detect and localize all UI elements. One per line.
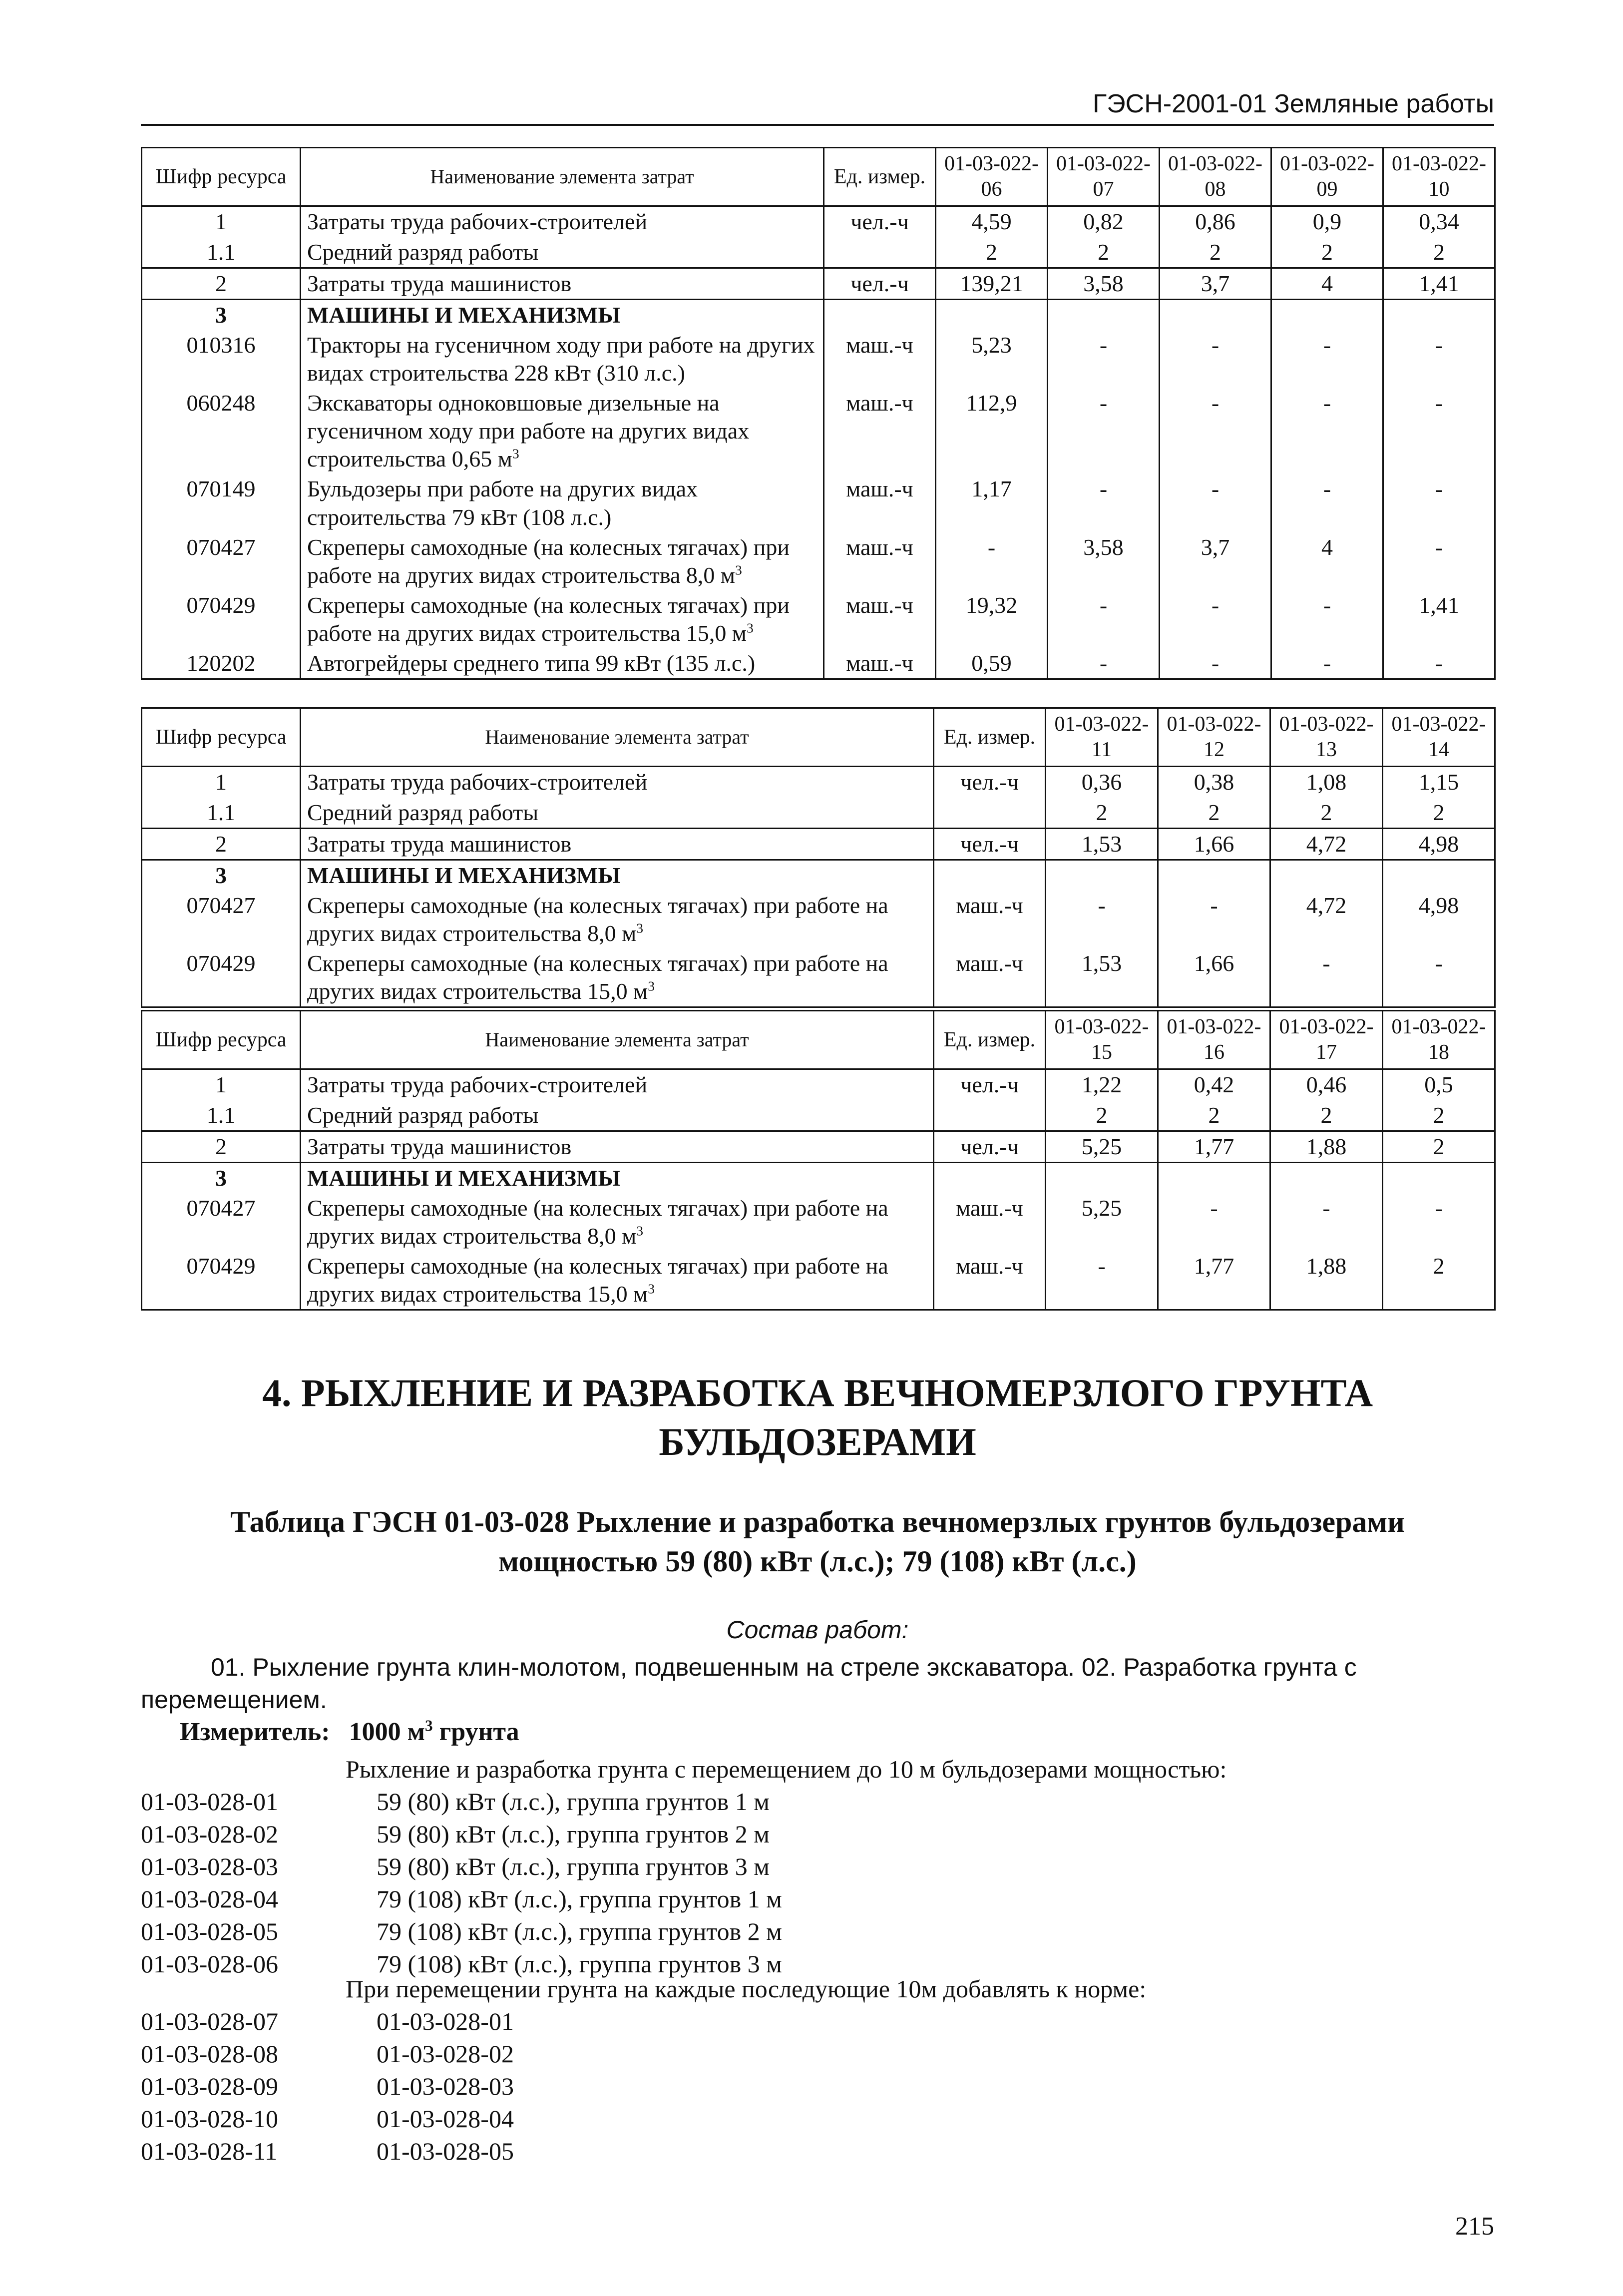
table-title-line-1: Таблица ГЭСН 01-03-028 Рыхление и разработка вечномерзлых грунтов бульдозерами (230, 1505, 1405, 1538)
resource-value: 1,53 (1046, 948, 1158, 1007)
column-header-norm: 01-03-022-09 (1271, 148, 1383, 206)
resource-value (936, 299, 1048, 330)
table-row (142, 474, 1495, 532)
column-header-code: Шифр ресурса (142, 708, 301, 767)
resource-unit: маш.-ч (934, 948, 1046, 1007)
column-header-unit: Ед. измер. (824, 148, 936, 206)
resource-value (1158, 1162, 1270, 1193)
resource-table-1 (141, 147, 1496, 680)
resource-code: 070427 (142, 532, 301, 590)
resource-name: Затраты труда рабочих-строителей (301, 767, 934, 798)
resource-code: 120202 (142, 648, 301, 679)
resource-unit: маш.-ч (824, 388, 936, 474)
resource-value: - (1383, 948, 1495, 1007)
resource-name: Средний разряд работы (301, 1100, 934, 1131)
resource-table-2 (141, 707, 1496, 1008)
resource-value: 2 (1383, 1100, 1495, 1131)
list-item-text: 01-03-028-05 (377, 2137, 514, 2165)
resource-value: 2 (1270, 798, 1383, 829)
resource-value (1160, 299, 1271, 330)
table-row (142, 1131, 1495, 1162)
resource-value (1383, 860, 1495, 891)
table-row (142, 1162, 1495, 1193)
column-header-norm: 01-03-022-18 (1383, 1011, 1495, 1069)
resource-value: 5,25 (1046, 1131, 1158, 1162)
resource-value: - (1271, 330, 1383, 388)
resource-value: 5,25 (1046, 1193, 1158, 1251)
resource-value: - (1271, 388, 1383, 474)
resource-value: - (1158, 1193, 1270, 1251)
list-item-text: 01-03-028-01 (377, 2007, 514, 2035)
resource-value: - (1383, 474, 1495, 532)
resource-value: 4,72 (1270, 828, 1383, 860)
resource-code: 070149 (142, 474, 301, 532)
resource-value: - (1048, 590, 1160, 648)
resource-unit (824, 299, 936, 330)
column-header-norm: 01-03-022-06 (936, 148, 1048, 206)
list-item-code: 01-03-028-07 (141, 2007, 278, 2035)
resource-unit: маш.-ч (934, 1193, 1046, 1251)
resource-code: 2 (142, 828, 301, 860)
list-item (141, 1850, 1494, 1883)
table-row (142, 798, 1495, 829)
resource-value: 4,59 (936, 206, 1048, 237)
list-item-text: 59 (80) кВт (л.с.), группа грунтов 3 м (377, 1852, 770, 1880)
resource-value: 1,88 (1270, 1131, 1383, 1162)
resource-code: 070427 (142, 1193, 301, 1251)
composition-text: 01. Рыхление грунта клин-молотом, подвешенным на стреле экскаватора. 02. Разработка грунта с перемещением. (141, 1653, 1357, 1714)
table-row (142, 206, 1495, 237)
resource-value: 2 (1046, 1100, 1158, 1131)
column-header-code: Шифр ресурса (142, 148, 301, 206)
resource-value: 1,77 (1158, 1131, 1270, 1162)
resource-value: 112,9 (936, 388, 1048, 474)
column-header-norm: 01-03-022-17 (1270, 1011, 1383, 1069)
resource-value: 0,5 (1383, 1069, 1495, 1100)
meter (180, 1717, 519, 1747)
table-row (142, 948, 1495, 1007)
resource-value: 2 (1158, 1100, 1270, 1131)
table-row (142, 860, 1495, 891)
resource-unit: маш.-ч (824, 474, 936, 532)
meter-value: 1000 $м^3$ грунта (349, 1717, 519, 1746)
list-item (141, 1883, 1494, 1915)
resource-value: 3,58 (1048, 268, 1160, 299)
table-row (142, 828, 1495, 860)
resource-value: 3,7 (1160, 268, 1271, 299)
resource-value: 1,15 (1383, 767, 1495, 798)
resource-value: - (1048, 330, 1160, 388)
resource-unit: маш.-ч (934, 1251, 1046, 1310)
composition-heading: Состав работ: (726, 1616, 909, 1644)
resource-code: 1.1 (142, 237, 301, 268)
resource-name: МАШИНЫ И МЕХАНИЗМЫ (301, 1162, 934, 1193)
list-item (141, 1786, 1494, 1818)
column-header-norm: 01-03-022-11 (1046, 708, 1158, 767)
resource-value: 3,58 (1048, 532, 1160, 590)
column-header-norm: 01-03-022-14 (1383, 708, 1495, 767)
resource-value: 4 (1271, 532, 1383, 590)
table-title-line-2: мощностью 59 (80) кВт (л.с.); 79 (108) кВт (л.с.) (498, 1545, 1137, 1578)
norm-list-intro: Рыхление и разработка грунта с перемещением до 10 м бульдозерами мощностью: (346, 1755, 1227, 1783)
resource-unit: чел.-ч (824, 206, 936, 237)
resource-value: - (1270, 1193, 1383, 1251)
resource-value: 3,7 (1160, 532, 1271, 590)
resource-value: - (936, 532, 1048, 590)
resource-unit: чел.-ч (934, 1069, 1046, 1100)
resource-value: - (1048, 648, 1160, 679)
resource-name: Затраты труда машинистов (301, 1131, 934, 1162)
resource-name: Скреперы самоходные (на колесных тягачах) при работе на других видах строительства 15,0 $м^3$ (301, 1251, 934, 1310)
resource-value: - (1160, 648, 1271, 679)
resource-value: 1,41 (1383, 268, 1495, 299)
resource-unit: маш.-ч (934, 891, 1046, 948)
resource-value: 0,36 (1046, 767, 1158, 798)
resource-value: - (1158, 891, 1270, 948)
resource-value: - (1160, 388, 1271, 474)
resource-name: Затраты труда машинистов (301, 828, 934, 860)
resource-table-3 (141, 1010, 1496, 1311)
resource-unit (824, 237, 936, 268)
resource-unit: маш.-ч (824, 590, 936, 648)
list-item (141, 2038, 1494, 2070)
resource-name: Средний разряд работы (301, 237, 824, 268)
header-rule (141, 124, 1494, 126)
resource-value: 1,41 (1383, 590, 1495, 648)
column-header-unit: Ед. измер. (934, 1011, 1046, 1069)
resource-value: - (1383, 1193, 1495, 1251)
resource-code: 070427 (142, 891, 301, 948)
resource-name: Средний разряд работы (301, 798, 934, 829)
column-header-name: Наименование элемента затрат (301, 148, 824, 206)
resource-value (1046, 1162, 1158, 1193)
resource-value: - (1160, 590, 1271, 648)
resource-value: - (1383, 648, 1495, 679)
resource-value: 2 (1270, 1100, 1383, 1131)
resource-name: Скреперы самоходные (на колесных тягачах) при работе на других видах строительства 8,0 $м^3$ (301, 891, 934, 948)
resource-code: 3 (142, 1162, 301, 1193)
resource-code: 1.1 (142, 1100, 301, 1131)
resource-unit (934, 1100, 1046, 1131)
resource-value: 2 (1048, 237, 1160, 268)
table-row (142, 299, 1495, 330)
resource-value (1270, 860, 1383, 891)
resource-name: Затраты труда рабочих-строителей (301, 1069, 934, 1100)
list-item-text: 79 (108) кВт (л.с.), группа грунтов 3 м (377, 1950, 782, 1978)
table-row (142, 1193, 1495, 1251)
resource-value (1383, 299, 1495, 330)
resource-value: - (1048, 388, 1160, 474)
resource-value: - (1271, 474, 1383, 532)
resource-value (1046, 860, 1158, 891)
column-header-unit: Ед. измер. (934, 708, 1046, 767)
running-header: ГЭСН-2001-01 Земляные работы (1093, 89, 1494, 118)
list-item-code: 01-03-028-11 (141, 2137, 278, 2165)
resource-code: 1.1 (142, 798, 301, 829)
resource-code: 3 (142, 299, 301, 330)
page-number: 215 (1455, 2212, 1494, 2241)
resource-name: МАШИНЫ И МЕХАНИЗМЫ (301, 299, 824, 330)
resource-value: - (1270, 948, 1383, 1007)
resource-value: 0,59 (936, 648, 1048, 679)
table-row (142, 237, 1495, 268)
list-item-code: 01-03-028-03 (141, 1852, 278, 1880)
table-row (142, 388, 1495, 474)
resource-value: 1,08 (1270, 767, 1383, 798)
table-row (142, 1069, 1495, 1100)
list-item (141, 1818, 1494, 1850)
resource-value: 1,53 (1046, 828, 1158, 860)
list-item-code: 01-03-028-08 (141, 2040, 278, 2068)
list-item-text: 01-03-028-04 (377, 2105, 514, 2133)
resource-name: Скреперы самоходные (на колесных тягачах) при работе на других видах строительства 15,0 $м^3$ (301, 948, 934, 1007)
resource-value: 19,32 (936, 590, 1048, 648)
list-item-text: 79 (108) кВт (л.с.), группа грунтов 2 м (377, 1917, 782, 1945)
resource-value: - (1383, 330, 1495, 388)
chapter-title: 4. РЫХЛЕНИЕ И РАЗРАБОТКА ВЕЧНОМЕРЗЛОГО ГРУНТА БУЛЬДОЗЕРАМИ (262, 1371, 1373, 1463)
list-item-code: 01-03-028-02 (141, 1820, 278, 1848)
resource-value: - (1048, 474, 1160, 532)
column-header-name: Наименование элемента затрат (301, 708, 934, 767)
resource-unit: маш.-ч (824, 532, 936, 590)
resource-value: 2 (1158, 798, 1270, 829)
resource-value: - (1271, 590, 1383, 648)
list-item-text: 59 (80) кВт (л.с.), группа грунтов 2 м (377, 1820, 770, 1848)
resource-code: 070429 (142, 948, 301, 1007)
resource-code: 1 (142, 206, 301, 237)
resource-value: 0,9 (1271, 206, 1383, 237)
list-item-code: 01-03-028-10 (141, 2105, 278, 2133)
resource-code: 060248 (142, 388, 301, 474)
column-header-norm: 01-03-022-07 (1048, 148, 1160, 206)
table-row (142, 648, 1495, 679)
list-item-text: 01-03-028-02 (377, 2040, 514, 2068)
resource-value: 2 (1383, 798, 1495, 829)
resource-value: 0,38 (1158, 767, 1270, 798)
resource-name: Скреперы самоходные (на колесных тягачах) при работе на других видах строительства 15,0 $м^3$ (301, 590, 824, 648)
resource-value: - (1383, 532, 1495, 590)
list-item (141, 2103, 1494, 2135)
resource-value: - (1383, 388, 1495, 474)
list-item (141, 1915, 1494, 1948)
resource-value (1158, 860, 1270, 891)
resource-value: 1,22 (1046, 1069, 1158, 1100)
resource-code: 2 (142, 1131, 301, 1162)
list-item (141, 2070, 1494, 2103)
resource-value: - (1046, 891, 1158, 948)
table-row (142, 330, 1495, 388)
resource-value: 4,98 (1383, 828, 1495, 860)
resource-name: Затраты труда машинистов (301, 268, 824, 299)
list-item-code: 01-03-028-06 (141, 1950, 278, 1978)
resource-name: Экскаваторы одноковшовые дизельные на гусеничном ходу при работе на других видах строительства 0,65 $м^3$ (301, 388, 824, 474)
resource-value: 1,77 (1158, 1251, 1270, 1310)
table-row (142, 532, 1495, 590)
resource-value: 2 (1383, 1251, 1495, 1310)
meter-label: Измеритель: (180, 1718, 330, 1746)
resource-unit: маш.-ч (824, 330, 936, 388)
norm-list-1 (141, 1753, 1494, 1980)
resource-value: 1,66 (1158, 948, 1270, 1007)
column-header-norm: 01-03-022-15 (1046, 1011, 1158, 1069)
resource-value: 4 (1271, 268, 1383, 299)
column-header-norm: 01-03-022-12 (1158, 708, 1270, 767)
resource-value: - (1046, 1251, 1158, 1310)
resource-value: 2 (936, 237, 1048, 268)
resource-name: Скреперы самоходные (на колесных тягачах) при работе на других видах строительства 8,0 $м^3$ (301, 532, 824, 590)
resource-value: 4,98 (1383, 891, 1495, 948)
table-row (142, 1100, 1495, 1131)
resource-unit (934, 798, 1046, 829)
list-item-code: 01-03-028-09 (141, 2072, 278, 2100)
resource-name: Тракторы на гусеничном ходу при работе на других видах строительства 228 кВт (310 л.с.) (301, 330, 824, 388)
resource-value: 4,72 (1270, 891, 1383, 948)
resource-unit (934, 1162, 1046, 1193)
resource-value: - (1160, 330, 1271, 388)
resource-unit: чел.-ч (934, 828, 1046, 860)
resource-value: 1,66 (1158, 828, 1270, 860)
list-item-code: 01-03-028-04 (141, 1885, 278, 1913)
list-item (141, 2135, 1494, 2168)
table-row (142, 590, 1495, 648)
table-row (142, 891, 1495, 948)
column-header-norm: 01-03-022-08 (1160, 148, 1271, 206)
resource-code: 3 (142, 860, 301, 891)
resource-value: - (1160, 474, 1271, 532)
list-item (141, 2005, 1494, 2038)
resource-value (1383, 1162, 1495, 1193)
norm-list-2 (141, 1973, 1494, 2168)
resource-name: МАШИНЫ И МЕХАНИЗМЫ (301, 860, 934, 891)
resource-value: 0,86 (1160, 206, 1271, 237)
table-row (142, 767, 1495, 798)
resource-code: 1 (142, 1069, 301, 1100)
resource-value: 1,88 (1270, 1251, 1383, 1310)
column-header-norm: 01-03-022-16 (1158, 1011, 1270, 1069)
resource-value: 5,23 (936, 330, 1048, 388)
column-header-code: Шифр ресурса (142, 1011, 301, 1069)
resource-name: Бульдозеры при работе на других видах строительства 79 кВт (108 л.с.) (301, 474, 824, 532)
resource-value (1271, 299, 1383, 330)
table-row (142, 1251, 1495, 1310)
norm-list-intro: При перемещении грунта на каждые последующие 10м добавлять к норме: (346, 1975, 1147, 2003)
resource-value: 0,82 (1048, 206, 1160, 237)
resource-value: 2 (1383, 237, 1495, 268)
resource-value: 0,46 (1270, 1069, 1383, 1100)
resource-code: 2 (142, 268, 301, 299)
resource-unit (934, 860, 1046, 891)
resource-value: 1,17 (936, 474, 1048, 532)
list-item-text: 79 (108) кВт (л.с.), группа грунтов 1 м (377, 1885, 782, 1913)
column-header-norm: 01-03-022-10 (1383, 148, 1495, 206)
resource-value: 139,21 (936, 268, 1048, 299)
resource-name: Автогрейдеры среднего типа 99 кВт (135 л.с.) (301, 648, 824, 679)
resource-value: 2 (1046, 798, 1158, 829)
list-item-text: 59 (80) кВт (л.с.), группа грунтов 1 м (377, 1788, 770, 1816)
resource-unit: чел.-ч (824, 268, 936, 299)
list-item-code: 01-03-028-01 (141, 1788, 278, 1816)
resource-name: Затраты труда рабочих-строителей (301, 206, 824, 237)
resource-code: 070429 (142, 590, 301, 648)
list-item-text: 01-03-028-03 (377, 2072, 514, 2100)
table-row (142, 268, 1495, 299)
resource-value: 0,42 (1158, 1069, 1270, 1100)
column-header-norm: 01-03-022-13 (1270, 708, 1383, 767)
resource-value: - (1271, 648, 1383, 679)
resource-code: 1 (142, 767, 301, 798)
resource-value: 2 (1383, 1131, 1495, 1162)
column-header-name: Наименование элемента затрат (301, 1011, 934, 1069)
resource-value: 2 (1160, 237, 1271, 268)
resource-name: Скреперы самоходные (на колесных тягачах) при работе на других видах строительства 8,0 $м^3$ (301, 1193, 934, 1251)
resource-value (1048, 299, 1160, 330)
resource-code: 070429 (142, 1251, 301, 1310)
resource-value: 2 (1271, 237, 1383, 268)
resource-code: 010316 (142, 330, 301, 388)
table-title (141, 1502, 1494, 1581)
resource-value (1270, 1162, 1383, 1193)
resource-unit: чел.-ч (934, 767, 1046, 798)
resource-value: 0,34 (1383, 206, 1495, 237)
resource-unit: чел.-ч (934, 1131, 1046, 1162)
resource-unit: маш.-ч (824, 648, 936, 679)
list-item-code: 01-03-028-05 (141, 1917, 278, 1945)
